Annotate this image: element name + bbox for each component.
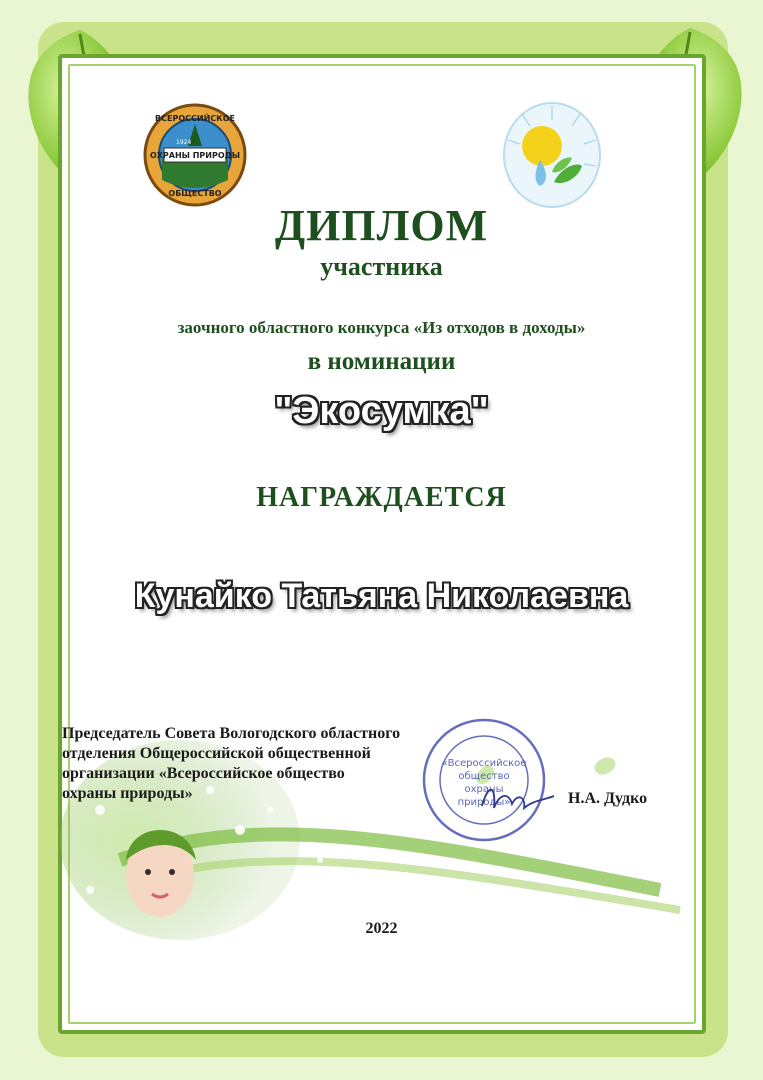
diploma-subtitle: участника (320, 252, 443, 281)
svg-text:охраны: охраны (464, 784, 504, 795)
nature-society-emblem-icon (140, 100, 250, 210)
svg-text:ОХРАНЫ ПРИРОДЫ: ОХРАНЫ ПРИРОДЫ (149, 151, 241, 160)
sun-drop-leaf-emblem-icon (500, 100, 604, 210)
awarded-label: НАГРАЖДАЕТСЯ (256, 482, 507, 513)
svg-text:1924: 1924 (176, 139, 192, 146)
handwritten-signature (478, 778, 558, 818)
chairman-line: организации «Всероссийское общество (62, 765, 345, 782)
chairman-title (62, 724, 452, 804)
chairman-line: отделения Общероссийской общественной (62, 745, 371, 762)
nomination-label: в номинации (307, 348, 456, 375)
nomination-title: "Экосумка" (274, 390, 489, 432)
svg-text:«Всероссийское: «Всероссийское (441, 758, 527, 769)
chairman-line: Председатель Совета Вологодского областного (62, 725, 401, 742)
diploma-title: ДИПЛОМ (274, 201, 489, 250)
contest-name: заочного областного конкурса «Из отходов в доходы» (177, 318, 586, 337)
chairman-line: охраны природы» (62, 785, 193, 802)
svg-text:общество: общество (458, 771, 510, 782)
recipient-name: Кунайко Татьяна Николаевна (134, 577, 629, 615)
svg-text:природы»: природы» (457, 797, 511, 808)
issue-year: 2022 (365, 920, 398, 937)
signer-name: Н.А. Дудко (568, 790, 648, 807)
svg-text:ОБЩЕСТВО: ОБЩЕСТВО (168, 189, 222, 198)
svg-text:ВСЕРОССИЙСКОЕ: ВСЕРОССИЙСКОЕ (155, 114, 235, 123)
